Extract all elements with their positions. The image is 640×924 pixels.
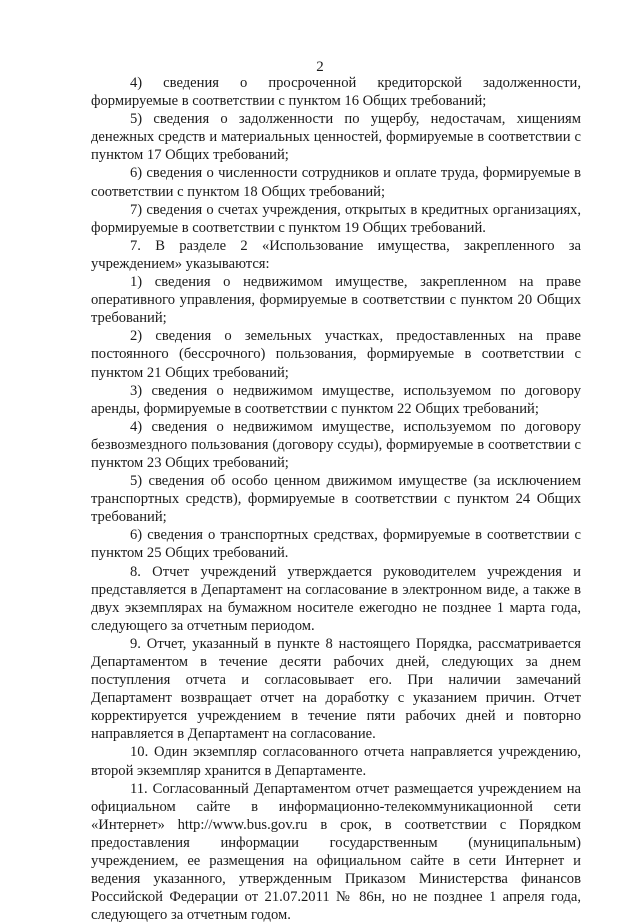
- paragraph-clause-7-item-1: 1) сведения о недвижимом имуществе, закрепленном на праве оперативного управления, формируемые в соответствии с пунктом 20 Общих требований;: [91, 274, 581, 327]
- paragraph-item-5: 5) сведения о задолженности по ущербу, недостачам, хищениям денежных средств и материальных ценностей, формируемые в соответствии с пунктом 17 Общих требований;: [91, 111, 581, 164]
- paragraph-clause-9: 9. Отчет, указанный в пункте 8 настоящего Порядка, рассматривается Департаментом в течение десяти рабочих дней, следующих за днем поступления отчета и согласовывает его. При наличии замечаний Департамент возвращает отчет на доработку с указанием причин. Отчет корректируется учреждением в течение пяти рабочих дней и повторно направляется в Департамент на согласование.: [91, 635, 581, 743]
- page-number: 2: [316, 59, 324, 75]
- paragraph-clause-7-item-6: 6) сведения о транспортных средствах, формируемые в соответствии с пунктом 25 Общих требований.: [91, 527, 581, 562]
- paragraph-clause-11: 11. Согласованный Департаментом отчет размещается учреждением на официальном сайте в информационно-телекоммуникационной сети «Интернет» http://www.bus.gov.ru в срок, в соответствии с Порядком предоставления информации государственным (муниципальным) учреждением, ее размещения на официальном сайте в сети Интернет и ведения указанного, утвержденным Приказом Министерства финансов Российской Федерации от 21.07.2011 № 86н, но не позднее 1 апреля года, следующего за отчетным годом.: [91, 780, 581, 924]
- document-body: [91, 74, 581, 924]
- paragraph-clause-7-item-5: 5) сведения об особо ценном движимом имуществе (за исключением транспортных средств), формируемые в соответствии с пунктом 24 Общих требований;: [91, 473, 581, 526]
- paragraph-item-4: 4) сведения о просроченной кредиторской задолженности, формируемые в соответствии с пунктом 16 Общих требований;: [91, 75, 581, 110]
- paragraph-clause-7-item-3: 3) сведения о недвижимом имуществе, используемом по договору аренды, формируемые в соответствии с пунктом 22 Общих требований;: [91, 382, 581, 417]
- paragraph-clause-10: 10. Один экземпляр согласованного отчета направляется учреждению, второй экземпляр хранится в Департаменте.: [91, 744, 581, 779]
- paragraph-item-7: 7) сведения о счетах учреждения, открытых в кредитных организациях, формируемые в соответствии с пунктом 19 Общих требований.: [91, 201, 581, 236]
- paragraph-clause-8: 8. Отчет учреждений утверждается руководителем учреждения и представляется в Департамент на согласование в электронном виде, а также в двух экземплярах на бумажном носителе ежегодно не позднее 1 марта года, следующего за отчетным периодом.: [91, 563, 581, 634]
- paragraph-clause-7-item-4: 4) сведения о недвижимом имуществе, используемом по договору безвозмездного пользования (договору ссуды), формируемые в соответствии с пунктом 23 Общих требований;: [91, 418, 581, 471]
- paragraph-clause-7: 7. В разделе 2 «Использование имущества, закрепленного за учреждением» указываются:: [91, 237, 581, 272]
- paragraph-item-6: 6) сведения о численности сотрудников и оплате труда, формируемые в соответствии с пунктом 18 Общих требований;: [91, 165, 581, 200]
- paragraph-clause-7-item-2: 2) сведения о земельных участках, предоставленных на праве постоянного (бессрочного) пользования, формируемые в соответствии с пунктом 21 Общих требований;: [91, 328, 581, 381]
